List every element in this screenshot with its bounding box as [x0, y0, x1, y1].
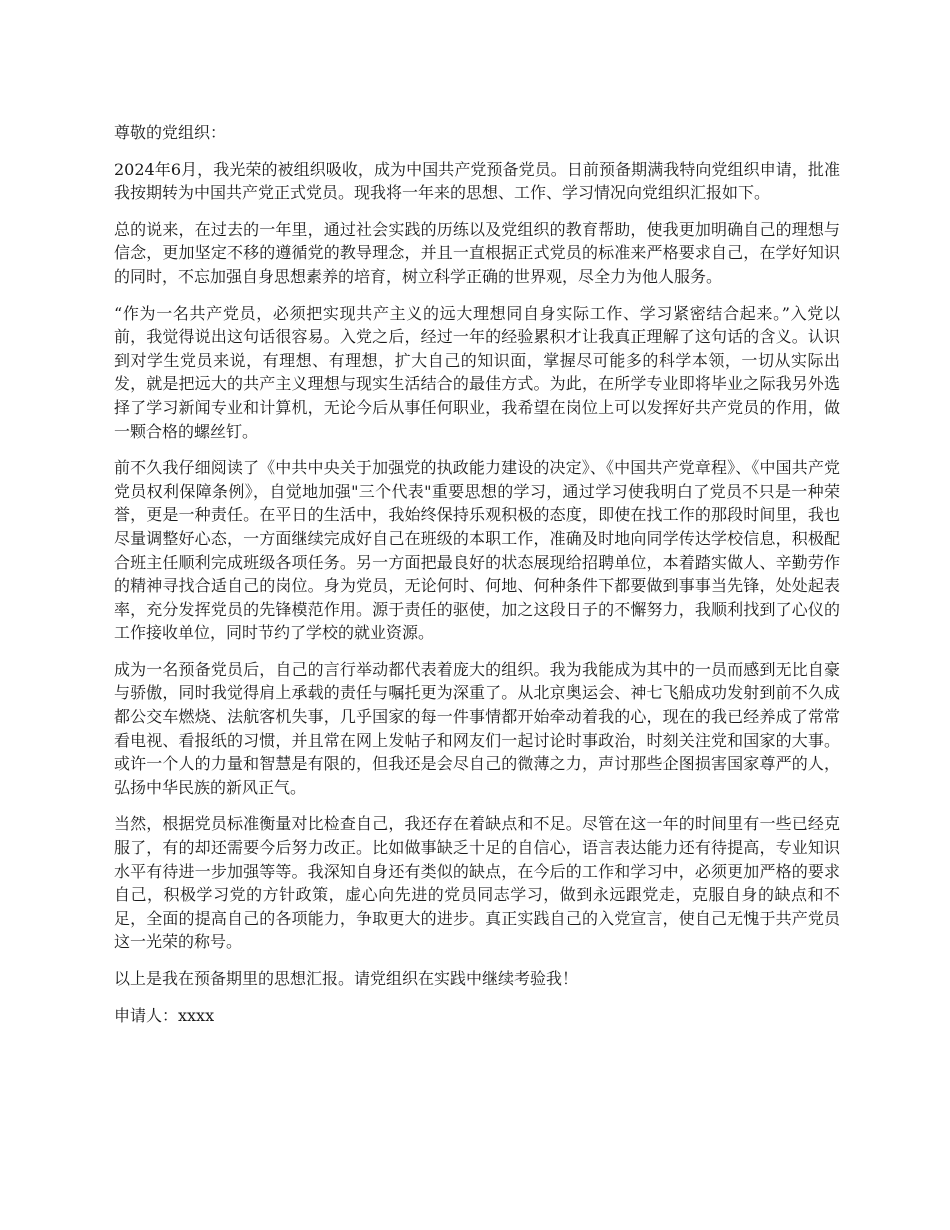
paragraph-summary: 总的说来，在过去的一年里，通过社会实践的历练以及党组织的教育帮助，使我更加明确自己的理想与信念，更加坚定不移的遵循党的教导理念，并且一直根据正式党员的标准来严格要求自己，在学好知识的同时，不忘加强自身思想素养的培育，树立科学正确的世界观，尽全力为他人服务。 [114, 219, 840, 286]
paragraph-closing: 以上是我在预备期里的思想汇报。请党组织在实践中继续考验我！ [114, 969, 579, 988]
signature: 申请人：xxxx [114, 1005, 215, 1025]
paragraph-study: 前不久我仔细阅读了《中共中央关于加强党的执政能力建设的决定》、《中国共产党章程》、《中国共产党党员权利保障条例》，自觉地加强"三个代表"重要思想的学习，通过学习使我明白了党员不只是一种荣誉，更是一种责任。在平日的生活中，我始终保持乐观积极的态度，即使在找工作的那段时间里，我也尽量调整好心态，一方面继续完成好自己在班级的本职工作，准确及时地向同学传达学校信息，积极配合班主任顺利完成班级各项任务。另一方面把最良好的状态展现给招聘单位，本着踏实做人、辛勤劳作的精神寻找合适自己的岗位。身为党员，无论何时、何地、何种条件下都要做到事事当先锋，处处起表率，充分发挥党员的先锋模范作用。源于责任的驱使，加之这段日子的不懈努力，我顺利找到了心仪的工作接收单位，同时节约了学校的就业资源。 [114, 458, 840, 643]
paragraph-responsibility: 成为一名预备党员后，自己的言行举动都代表着庞大的组织。我为我能成为其中的一员而感到无比自豪与骄傲，同时我觉得肩上承载的责任与嘱托更为深重了。从北京奥运会、神七飞船成功发射到前不久成都公交车燃烧、法航客机失事，几乎国家的每一件事情都开始牵动着我的心，现在的我已经养成了常常看电视、看报纸的习惯，并且常在网上发帖子和网友们一起讨论时事政治，时刻关注党和国家的大事。或许一个人的力量和智慧是有限的，但我还是会尽自己的微薄之力，声讨那些企图损害国家尊严的人，弘扬中华民族的新风正气。 [114, 659, 840, 797]
paragraph-shortcomings: 当然，根据党员标准衡量对比检查自己，我还存在着缺点和不足。尽管在这一年的时间里有一些已经克服了，有的却还需要今后努力改正。比如做事缺乏十足的自信心，语言表达能力还有待提高，专业知识水平有待进一步加强等等。我深知自身还有类似的缺点，在今后的工作和学习中，必须更加严格的要求自己，积极学习党的方针政策，虚心向先进的党员同志学习，做到永远跟党走，克服自身的缺点和不足，全面的提高自己的各项能力，争取更大的进步。真正实践自己的入党宣言，使自己无愧于共产党员这一光荣的称号。 [114, 814, 840, 952]
letter-body [114, 121, 840, 1027]
paragraph-intro: 2024年6月，我光荣的被组织吸收，成为中国共产党预备党员。日前预备期满我特向党组织申请，批准我按期转为中国共产党正式党员。现我将一年来的思想、工作、学习情况向党组织汇报如下。 [114, 159, 840, 203]
paragraph-ideals: “作为一名共产党员，必须把实现共产主义的远大理想同自身实际工作、学习紧密结合起来。”入党以前，我觉得说出这句话很容易。入党之后，经过一年的经验累积才让我真正理解了这句话的含义。认识到对学生党员来说，有理想、有理想，扩大自己的知识面，掌握尽可能多的科学本领，一切从实际出发，就是把远大的共产主义理想与现实生活结合的最佳方式。为此，在所学专业即将毕业之际我另外选择了学习新闻专业和计算机，无论今后从事任何职业，我希望在岗位上可以发挥好共产党员的作用，做一颗合格的螺丝钉。 [114, 303, 840, 441]
salutation: 尊敬的党组织： [114, 123, 227, 142]
